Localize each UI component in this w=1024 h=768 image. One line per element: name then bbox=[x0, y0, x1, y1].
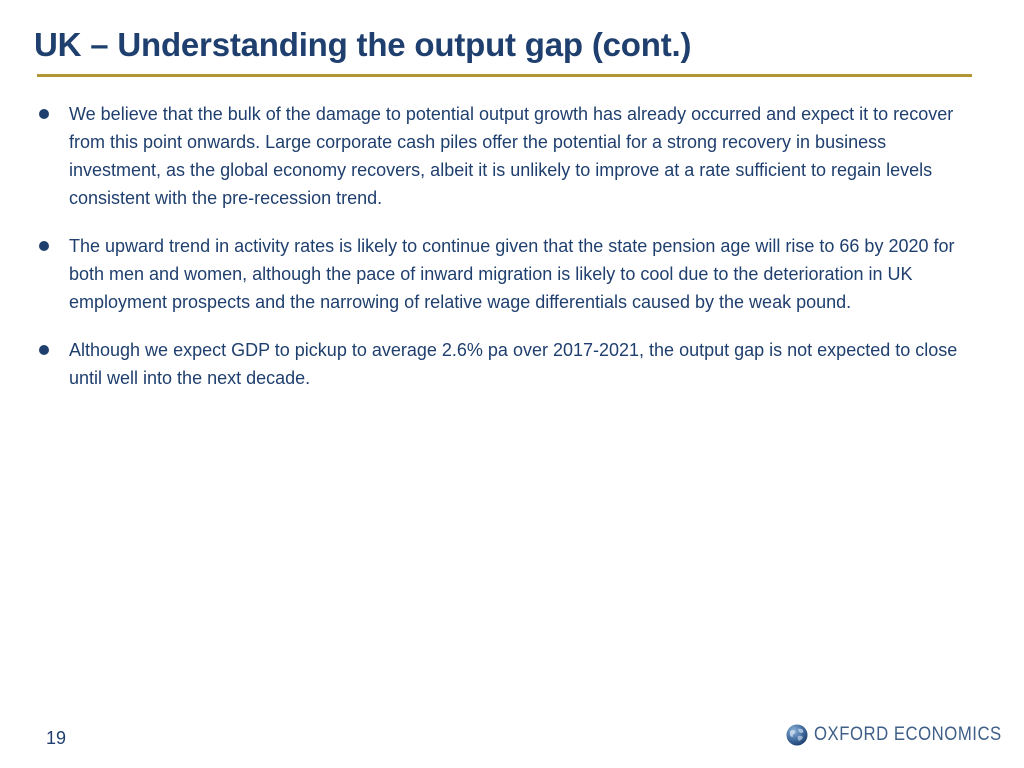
bullet-list bbox=[38, 100, 978, 412]
bullet-item bbox=[38, 100, 978, 212]
bullet-dot-icon bbox=[39, 109, 49, 119]
slide-title: UK – Understanding the output gap (cont.) bbox=[34, 26, 692, 63]
page-number: 19 bbox=[46, 728, 67, 748]
oxford-economics-logo bbox=[786, 722, 1024, 748]
bullet-text: Although we expect GDP to pickup to average 2.6% pa over 2017-2021, the output gap is not expected to close until well into the next decade. bbox=[69, 340, 958, 388]
bullet-text: The upward trend in activity rates is likely to continue given that the state pension age will rise to 66 by 2020 for both men and women, although the pace of inward migration is likely to cool due to the deterioration in UK employment prospects and the narrowing of relative wage differentials caused by the weak pound. bbox=[69, 236, 955, 312]
bullet-item bbox=[38, 232, 978, 316]
logo-text: OXFORD ECONOMICS bbox=[814, 724, 1002, 745]
bullet-item bbox=[38, 336, 978, 392]
bullet-dot-icon bbox=[39, 345, 49, 355]
bullet-text: We believe that the bulk of the damage to potential output growth has already occurred and expect it to recover from this point onwards. Large corporate cash piles offer the potential for a strong recovery in business investment, as the global economy recovers, albeit it is unlikely to improve at a rate sufficient to regain levels consistent with the pre-recession trend. bbox=[69, 104, 954, 208]
globe-icon bbox=[786, 724, 808, 746]
bullet-dot-icon bbox=[39, 241, 49, 251]
title-divider bbox=[37, 74, 972, 77]
